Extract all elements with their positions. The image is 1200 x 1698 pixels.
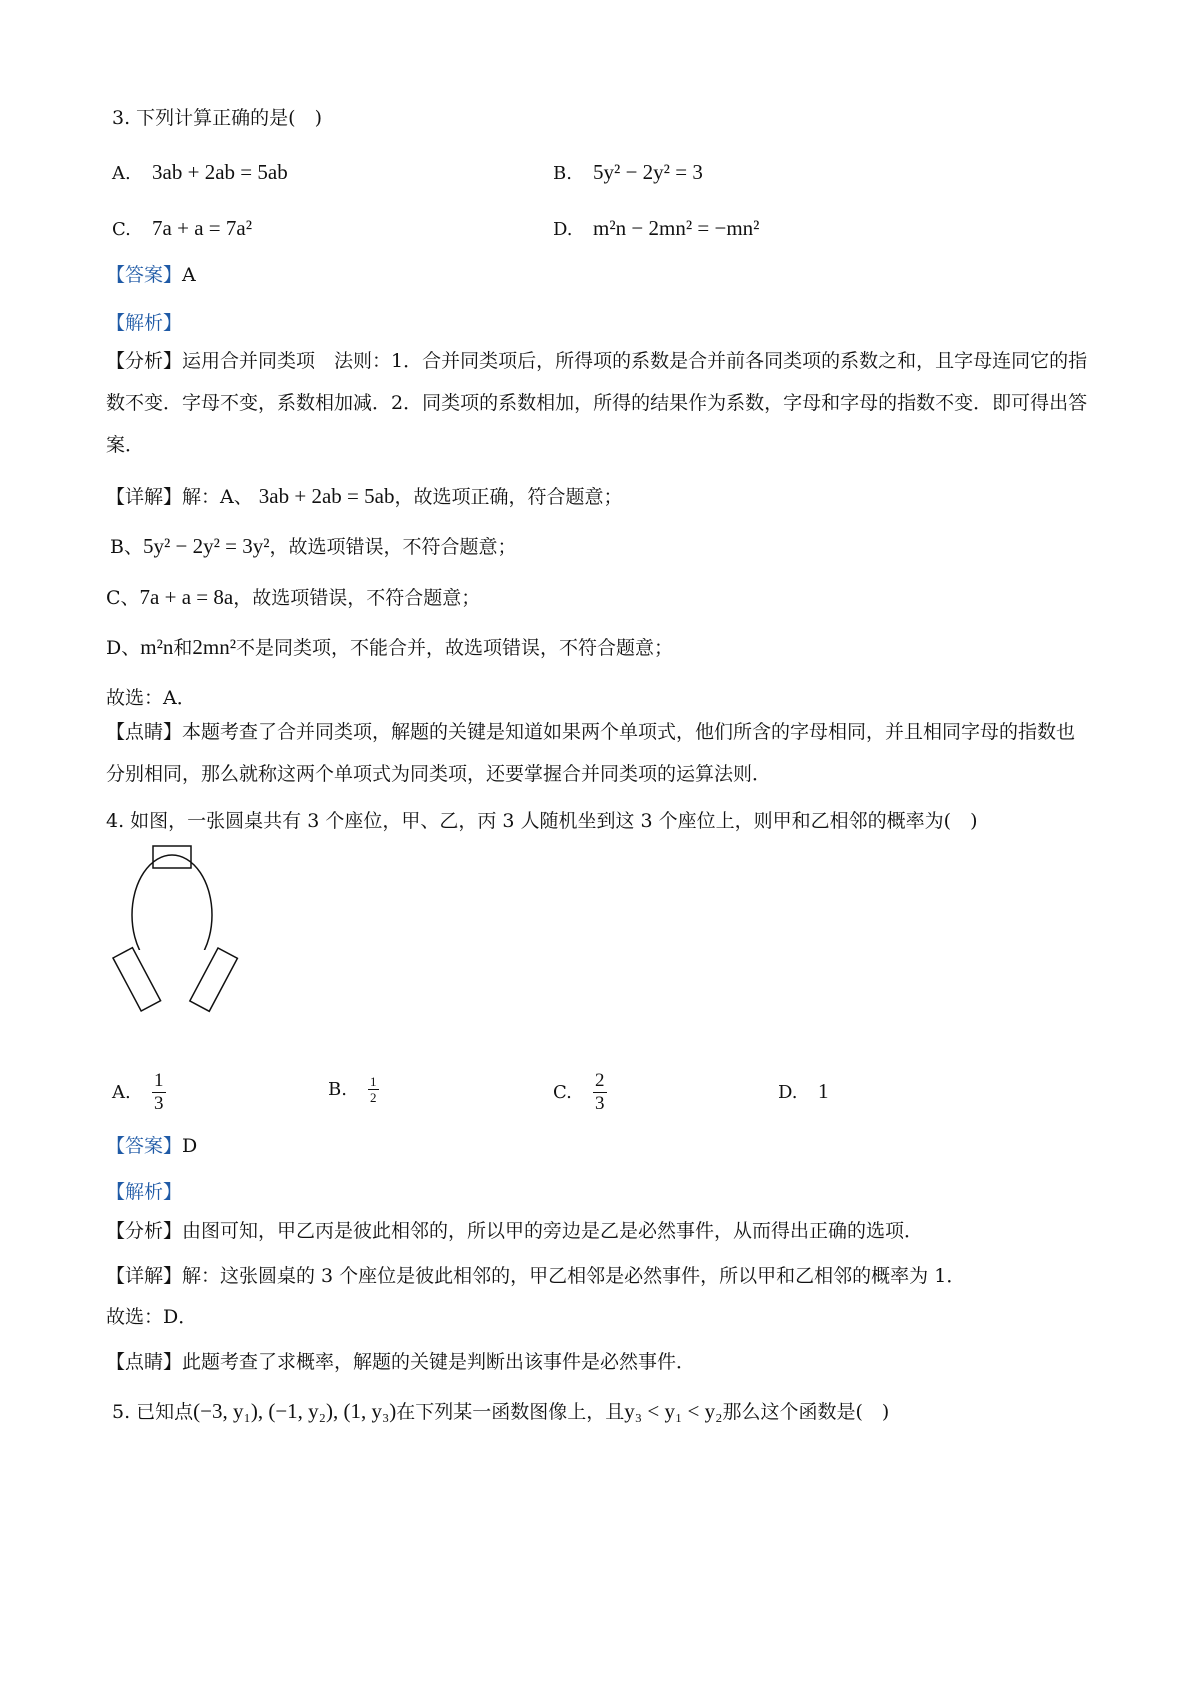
option-value: 1 <box>818 1079 829 1103</box>
q5-stem <box>112 1397 889 1426</box>
xiangjie-c-expr: 7a + a = 8a <box>139 585 234 609</box>
q3-stem: 3. 下列计算正确的是( ) <box>112 107 322 129</box>
q3-option-c <box>112 214 252 244</box>
q3-option-d <box>553 214 759 244</box>
q5-stem-head: 5. 已知点 <box>112 1401 194 1423</box>
xiangjie-d-e1: m²n <box>140 635 174 659</box>
q3-xiangjie-a <box>106 482 622 511</box>
seat-left <box>113 948 161 1011</box>
q4-fenxi <box>106 1217 923 1245</box>
option-expr: 7a + a = 7a² <box>152 216 252 240</box>
q5-points: (−3, y₁), (−1, y₂), (1, y₃) <box>193 1399 397 1423</box>
answer-tag: 【答案】 <box>106 264 183 286</box>
option-label: D. <box>553 219 573 240</box>
seats-figure <box>100 930 260 1020</box>
fenxi-tag: 【分析】 <box>106 350 183 372</box>
seat-right <box>190 948 238 1011</box>
q3-choose: 故选：A． <box>106 687 196 709</box>
denominator: 3 <box>154 1093 164 1114</box>
q5-stem-mid: 在下列某一函数图像上，且 <box>396 1401 625 1423</box>
xiangjie-c-tail: ，故选项错误，不符合题意； <box>233 587 481 609</box>
option-expr: 5y² − 2y² = 3 <box>593 160 703 184</box>
xiangjie-tag: 【详解】 <box>106 486 183 508</box>
q4-option-b <box>328 1074 379 1105</box>
xiangjie-c-head: C、 <box>106 587 140 609</box>
fraction <box>368 1074 379 1105</box>
q3-xiangjie-d <box>106 633 673 662</box>
denominator: 2 <box>370 1090 377 1105</box>
dianjing-text: 此题考查了求概率，解题的关键是判断出该事件是必然事件． <box>182 1351 696 1373</box>
q4-option-a <box>112 1070 166 1115</box>
xiangjie-a-expr: 3ab + 2ab = 5ab <box>258 484 395 508</box>
option-label: B. <box>553 163 572 184</box>
q3-option-b <box>553 158 703 188</box>
xiangjie-d-tail: 不是同类项，不能合并，故选项错误，不符合题意； <box>236 637 674 659</box>
answer-tag: 【答案】 <box>106 1135 183 1157</box>
option-label: C. <box>553 1081 572 1103</box>
fenxi-text: 由图可知，甲乙丙是彼此相邻的，所以甲的旁边是乙是必然事件，从而得出正确的选项． <box>182 1220 924 1242</box>
option-label: C. <box>112 219 131 240</box>
q3-option-a <box>112 158 288 188</box>
xiangjie-b-head: B、 <box>110 536 143 558</box>
dianjing-tag: 【点睛】 <box>106 1351 183 1373</box>
xiangjie-d-head: D、 <box>106 637 141 659</box>
q4-stem: 4. 如图，一张圆桌共有 3 个座位，甲、乙，丙 3 人随机坐到这 3 个座位上，则甲和乙相邻的概率为( ) <box>106 810 978 832</box>
seat-top <box>153 846 191 868</box>
q3-answer <box>106 261 196 289</box>
option-expr: 3ab + 2ab = 5ab <box>152 160 288 184</box>
numerator: 1 <box>154 1070 164 1091</box>
q3-fenxi <box>106 340 1091 466</box>
q4-xiangjie <box>106 1262 965 1290</box>
q3-analysis-tag <box>106 309 182 337</box>
analysis-tag: 【解析】 <box>106 312 183 334</box>
analysis-tag: 【解析】 <box>106 1181 183 1203</box>
fenxi-tag: 【分析】 <box>106 1220 183 1242</box>
xiangjie-b-expr: 5y² − 2y² = 3y² <box>142 534 270 558</box>
q4-dianjing <box>106 1348 695 1376</box>
option-label: A. <box>112 1081 131 1103</box>
option-label: D. <box>778 1082 798 1103</box>
option-expr: m²n − 2mn² = −mn² <box>593 216 760 240</box>
xiangjie-tag: 【详解】 <box>106 1265 183 1287</box>
numerator: 2 <box>595 1070 605 1091</box>
q4-option-c <box>553 1070 607 1115</box>
xiangjie-b-tail: ，故选项错误，不符合题意； <box>269 536 517 558</box>
fraction <box>593 1070 607 1115</box>
q3-xiangjie-b <box>110 532 517 561</box>
q4-choose: 故选：D． <box>106 1306 198 1328</box>
numerator: 1 <box>370 1074 377 1089</box>
q4-option-d <box>778 1077 829 1107</box>
option-label: B. <box>328 1078 347 1100</box>
xiangjie-a-tail: ，故选项正确，符合题意； <box>394 486 623 508</box>
answer-value: D <box>182 1135 198 1157</box>
dianjing-tag: 【点睛】 <box>106 721 183 743</box>
xiangjie-d-e2: 2mn² <box>192 635 237 659</box>
xiangjie-text: 解：这张圆桌的 3 个座位是彼此相邻的，甲乙相邻是必然事件，所以甲和乙相邻的概率为 1． <box>182 1265 966 1287</box>
q4-analysis-tag <box>106 1178 182 1206</box>
dianjing-text: 本题考查了合并同类项，解题的关键是知道如果两个单项式，他们所含的字母相同，并且相同字母的指数也分别相同，那么就称这两个单项式为同类项，还要掌握合并同类项的运算法则． <box>106 721 1076 785</box>
q3-dianjing <box>106 711 1091 795</box>
fraction <box>152 1070 166 1115</box>
q5-inequality: y₃ < y₁ < y₂ <box>624 1399 723 1423</box>
xiangjie-d-and: 和 <box>173 637 193 659</box>
q4-answer <box>106 1132 197 1160</box>
option-label: A. <box>112 163 131 184</box>
xiangjie-intro: 解：A、 <box>182 486 253 508</box>
denominator: 3 <box>595 1093 605 1114</box>
q3-xiangjie-c <box>106 583 480 612</box>
q5-stem-tail: 那么这个函数是( ) <box>722 1401 890 1423</box>
answer-value: A <box>182 264 196 286</box>
fenxi-text: 运用合并同类项 法则：1．合并同类项后，所得项的系数是合并前各同类项的系数之和，且字母连同它的指数不变．字母不变，系数相加减．2．同类项的系数相加，所得的结果作为系数，字母和字母的指数不变．即可得出答案． <box>106 350 1088 456</box>
